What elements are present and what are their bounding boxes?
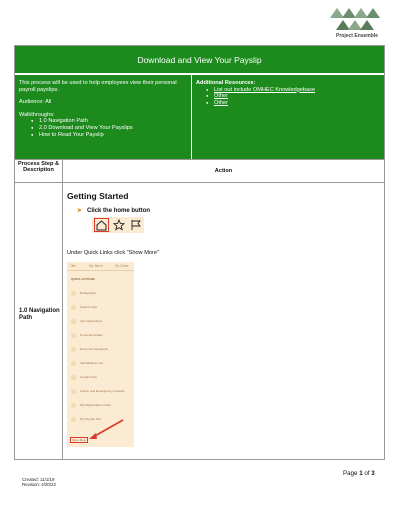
item-icon	[71, 333, 76, 338]
quick-action-item[interactable]	[71, 303, 131, 313]
document-table	[14, 45, 385, 460]
col-header-step: Process Step & Description	[15, 160, 63, 183]
item-label: Document Requests	[80, 347, 109, 352]
col-header-action: Action	[214, 168, 233, 174]
walkthrough-list	[19, 118, 187, 138]
item-label: Contact Info	[80, 375, 97, 380]
quick-links-text: Under Quick Links click "Show More"	[67, 250, 159, 256]
item-icon	[71, 305, 76, 310]
arrow-bullet-icon: ➤	[77, 208, 83, 214]
walkthrough-item: ● 2.0 Download and View Your Payslips	[31, 125, 187, 132]
item-icon	[71, 389, 76, 394]
item-icon	[71, 319, 76, 324]
quick-action-item[interactable]	[71, 289, 131, 299]
resource-link-other[interactable]: Other	[214, 99, 228, 106]
page-title: Download and View Your Payslip	[15, 46, 384, 74]
step-label: 1.0 Navigation Path	[19, 308, 60, 321]
item-icon	[71, 403, 76, 408]
quick-action-item[interactable]	[71, 359, 131, 369]
item-label: Search Jobs	[80, 305, 98, 310]
home-icon[interactable]	[94, 218, 109, 232]
screenshot-tabs	[67, 262, 134, 271]
screenshot-tab: My Talent	[89, 264, 103, 268]
created-date: Created: 11/1/19	[22, 477, 55, 482]
item-icon	[71, 291, 76, 296]
page-number: Page 1 of 3	[343, 470, 375, 477]
info-row	[15, 75, 384, 159]
item-label: Resignation	[80, 291, 97, 296]
resources-title: Additional Resources:	[196, 80, 256, 86]
audience-text: Audience: All	[19, 99, 52, 106]
instruction-text: Click the home button	[87, 208, 151, 214]
action-cell	[63, 183, 384, 459]
item-icon	[71, 361, 76, 366]
item-icon	[71, 417, 76, 422]
quick-actions-screenshot	[67, 262, 134, 447]
quick-action-item[interactable]	[71, 373, 131, 383]
table-row	[15, 183, 384, 459]
screenshot-tab: Title	[70, 264, 76, 268]
screenshot-header: QUICK ACTIONS	[71, 277, 95, 281]
quick-action-item[interactable]	[71, 331, 131, 341]
nav-icons-screenshot	[92, 217, 144, 233]
walkthrough-item: ● How to Read Your Payslip	[31, 132, 187, 139]
quick-action-item[interactable]	[71, 401, 131, 411]
logo-text: Project Ensemble	[336, 33, 378, 39]
footer-meta	[22, 477, 56, 487]
resources-list	[196, 87, 381, 107]
item-label: Job Applications	[80, 319, 103, 324]
flag-icon[interactable]	[130, 219, 142, 231]
instruction	[77, 207, 150, 214]
show-more-button[interactable]: Show More	[71, 438, 87, 442]
walkthroughs-label: Walkthroughs:	[19, 111, 55, 118]
resources-panel	[193, 75, 384, 159]
revision-date: Revision: 4/20/22	[22, 482, 56, 488]
item-label: Family and Emergency Contacts	[80, 389, 125, 394]
red-arrow-icon	[83, 417, 128, 443]
item-label: Identification Info	[80, 361, 104, 366]
quick-action-item[interactable]	[71, 345, 131, 355]
intro-panel	[15, 75, 192, 159]
item-label: My Organization Chart	[80, 403, 111, 408]
quick-action-item[interactable]	[71, 317, 131, 327]
walkthrough-item: ● 1.0 Navigation Path	[31, 118, 187, 125]
item-icon	[71, 375, 76, 380]
description-text: This process will be used to help employees view their personal payroll payslips.	[19, 80, 177, 93]
resource-link-knowledgebase[interactable]: List out include OMHEC Knowledgebase	[214, 86, 316, 93]
table-header	[15, 159, 384, 183]
resource-link-other[interactable]: Other	[214, 93, 228, 100]
star-icon[interactable]	[113, 219, 125, 231]
quick-action-item[interactable]	[71, 387, 131, 397]
item-icon	[71, 347, 76, 352]
section-heading: Getting Started	[67, 191, 129, 201]
item-label: My Payslip Info	[80, 417, 101, 422]
item-label: Personal Details	[80, 333, 103, 338]
step-cell	[15, 183, 63, 459]
screenshot-tab: My Client	[115, 264, 129, 268]
